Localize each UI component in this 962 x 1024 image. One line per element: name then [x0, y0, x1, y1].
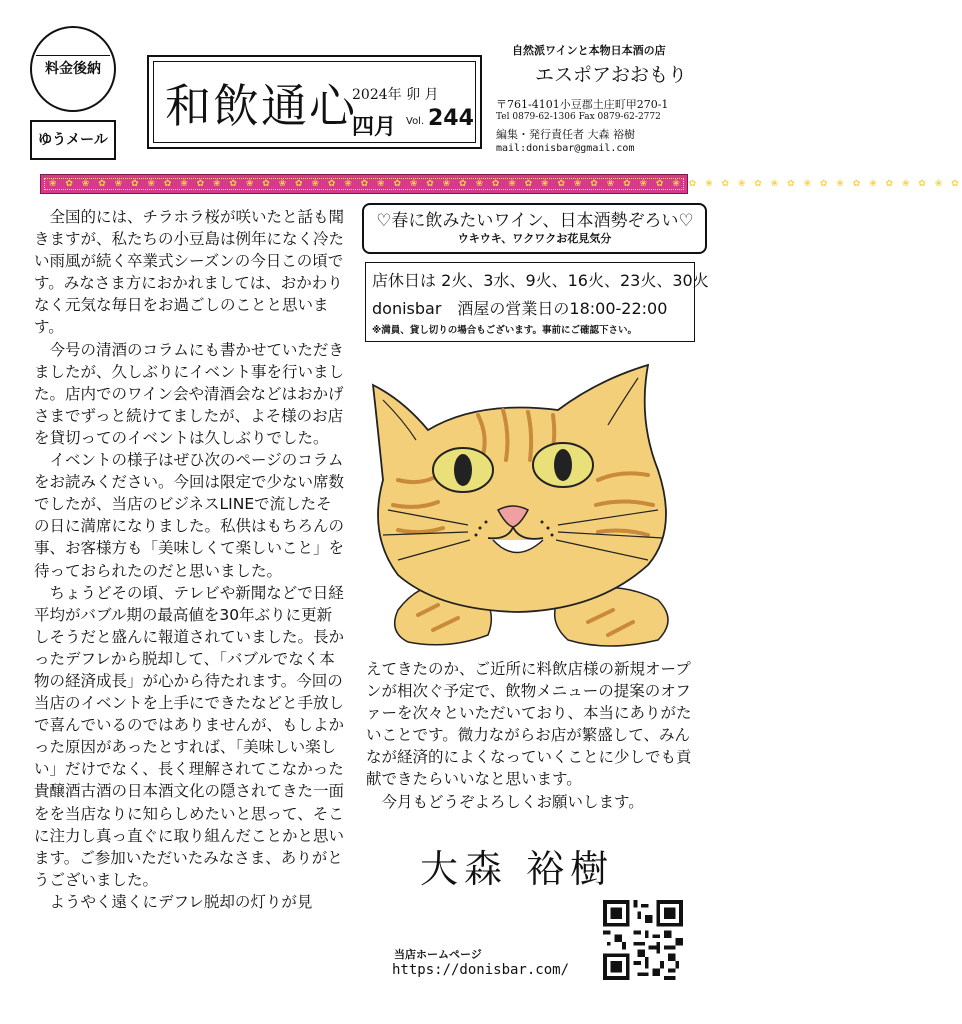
band-ornament: ❀ ✿ ❀ ✿ ❀ ✿ ❀ ✿ ❀ ✿ ❀ ✿ ❀ ✿ ❀ ✿ ❀ ✿ ❀ ✿ ❀ ✿ ❀ ✿ ❀ ✿ ❀ ✿ ❀ ✿ ❀ ✿ ❀ ✿ ❀ ✿ ❀ ✿ ❀ ✿ ❀ ✿ ❀ ✿ ❀ ✿ ❀ ✿ ❀ ✿ ❀ ✿ ❀ ✿ ❀ ✿ [49, 179, 962, 189]
shop-name: エスポアおおもり [535, 64, 688, 86]
shop-editor: 編集・発行責任者 大森 裕樹 [496, 128, 635, 141]
mail-type-label: ゆうメール [30, 120, 116, 160]
article-left-column [34, 206, 346, 913]
hours-note: ※満員、貸し切りの場合もございます。事前にご確認下さい。 [372, 325, 637, 336]
shop-tel-fax: Tel 0879-62-1306 Fax 0879-62-2772 [496, 112, 661, 122]
shop-mail: mail:donisbar@gmail.com [496, 143, 635, 154]
article-paragraph: 今月もどうぞよろしくお願いします。 [381, 792, 644, 811]
article-paragraph: 全国的には、チラホラ桜が咲いたと話も聞きますが、私たちの小豆島は例年になく冷たい雨風が続く卒業式シーズンの今日この頃です。みなさま方におかれましては、おかわりなく元気な毎日をお過ごしのことと思います。 [34, 208, 345, 337]
shop-address: 〒761-4101小豆郡土庄町甲270-1 [496, 98, 669, 111]
newsletter-title: 和飲通心 [165, 79, 357, 133]
article-paragraph: えてきたのか、ご近所に料飲店様の新規オープンが相次ぐ予定で、飲物メニューの提案のオファーを次々といただいており、本当にありがたいことです。微力ながらお店が繁盛して、みんなが経済的によくなっていくことに少しでも貢献できたらいいなと思います。 [366, 660, 692, 789]
spring-banner-title: ♡春に飲みたいワイン、日本酒勢ぞろい♡ [376, 211, 694, 231]
homepage-label: 当店ホームページ [394, 948, 482, 961]
closed-days: 店休日は 2火、3水、9火、16火、23火、30火 [372, 271, 709, 290]
postage-label: 料金後納 [45, 61, 101, 77]
vol-label: Vol. [406, 116, 425, 127]
stamp-divider [36, 55, 110, 56]
spring-banner-subtitle: ウキウキ、ワクワクお花見気分 [457, 232, 612, 245]
bar-hours: donisbar 酒屋の営業日の18:00-22:00 [372, 299, 668, 318]
decorative-band [40, 174, 962, 194]
article-paragraph: 今号の清酒のコラムにも書かせていただきましたが、久しぶりにイベント事を行いました。店内でのワイン会や清酒会などはおかげさまでずっと続けてましたが、よそ様のお店を貸切ってのイベントは久しぶりでした。 [34, 340, 345, 447]
article-paragraph: イベントの様子はぜひ次のページのコラムをお読みください。今回は限定で少ない席数でしたが、当店のビジネスLINEで流したその日に満席になりました。私供はもちろんの事、お客様方も「美味しくて楽しいこと」を待っておられたのだと思いました。 [34, 451, 345, 580]
qr-code-icon[interactable] [603, 900, 683, 980]
signature: 大森 裕樹 [420, 847, 615, 891]
cat-illustration [358, 360, 688, 650]
issue-month: 四月 [352, 114, 397, 140]
issue-year: 2024年 卯 月 [352, 87, 439, 103]
article-paragraph: ようやく遠くにデフレ脱却の灯りが見 [49, 892, 313, 911]
article-right-column [366, 658, 692, 813]
article-paragraph: ちょうどその頃、テレビや新聞などで日経平均がバブル期の最高値を30年ぶりに更新しそうだと盛んに報道されていました。長かったデフレから脱却して、「バブルでなく本物の経済成長」が心から待たれます。今回の当店のイベントを上手にできたなどと手放しで喜んでいるのではありませんが、もしよかった原因があったとすれば、「美味しい楽しい」だけでなく、長く理解されてこなかった貴醸酒古酒の日本酒文化の隠されてきた一面をを当店なりに知らしめたいと思って、そこに注力し真っ直ぐに取り組んだことかと思います。ご参加いただいたみなさま、ありがとうございました。 [34, 583, 345, 889]
vol-number: 244 [428, 106, 474, 131]
homepage-url[interactable]: https://donisbar.com/ [392, 962, 570, 978]
shop-tagline: 自然派ワインと本物日本酒の店 [512, 44, 666, 57]
